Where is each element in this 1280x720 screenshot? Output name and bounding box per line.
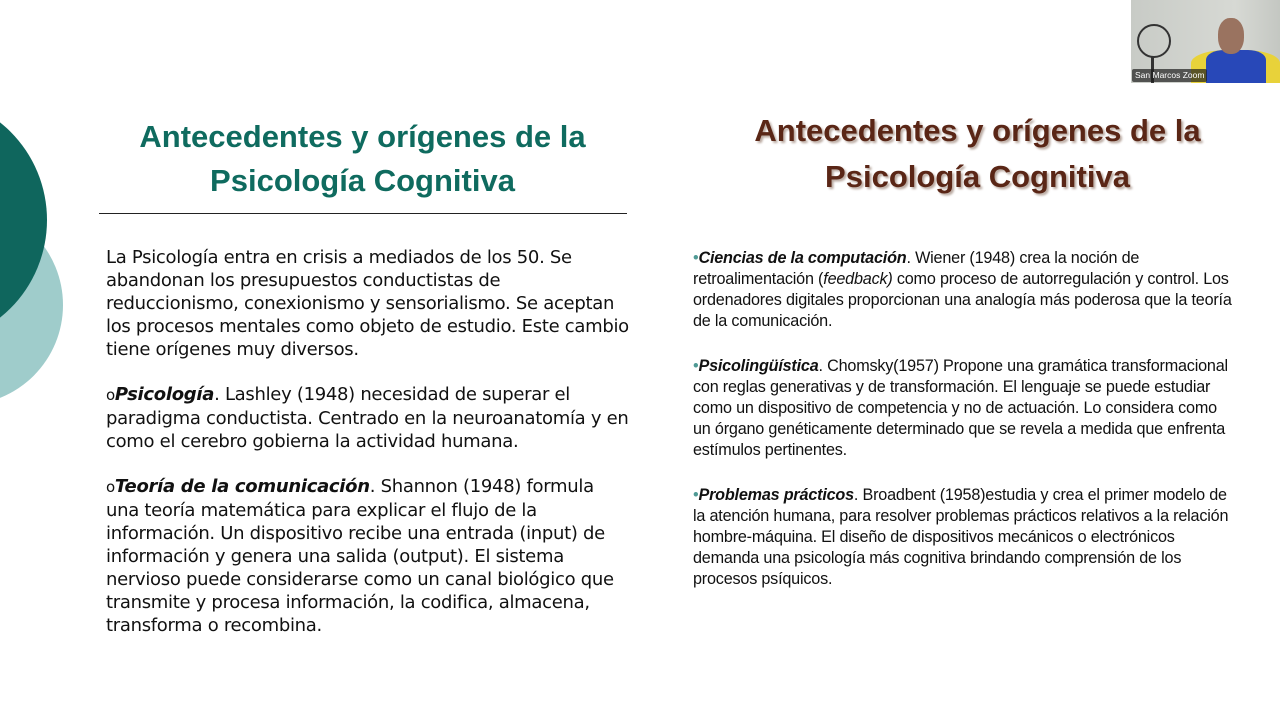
decorative-circles bbox=[0, 90, 64, 410]
item-text: . Chomsky(1957) Propone una gramática transformacional con reglas generativas y de transformación. El lenguaje se puede estudiar como un dispositivo de competencia y no de actuación. Lo considera como un órgano genéticamente determinado que se revela a medida que enfrenta estímulos pertinentes. bbox=[693, 357, 1228, 459]
right-slide-title bbox=[725, 108, 1230, 200]
list-item bbox=[693, 485, 1233, 590]
list-item bbox=[693, 248, 1233, 332]
item-text: . Lashley (1948) necesidad de superar el paradigma conductista. Centrado en la neuroanatomía y en como el cerebro gobierna la actividad humana. bbox=[106, 384, 629, 452]
title-line-2: Psicología Cognitiva bbox=[210, 163, 515, 198]
intro-paragraph: La Psicología entra en crisis a mediados de los 50. Se abandonan los presupuestos conductistas de reduccionismo, conexionismo y sensorialismo. Se aceptan los procesos mentales como objeto de estudio. Este cambio tiene orígenes muy diversos. bbox=[106, 247, 629, 360]
item-term: Ciencias de la computación bbox=[698, 249, 907, 267]
title-divider bbox=[99, 213, 627, 214]
item-term: Psicología bbox=[114, 384, 215, 405]
item-text: como proceso de autorregulación y control. Los ordenadores digitales proporcionan una analogía más poderosa que la teoría de la comunicación. bbox=[693, 270, 1232, 330]
list-item bbox=[693, 356, 1233, 461]
title-line-1: Antecedentes y orígenes de la bbox=[754, 113, 1201, 148]
item-text: . Broadbent (1958)estudia y crea el primer modelo de la atención humana, para resolver problemas prácticos relativos a la relación hombre-máquina. El diseño de dispositivos mecánicos o electrónicos demanda una psicología más cognitiva brindando comprensión de los procesos psíquicos. bbox=[693, 486, 1229, 588]
left-slide-body bbox=[106, 246, 631, 659]
list-item bbox=[106, 475, 631, 637]
item-text: . Shannon (1948) formula una teoría matemática para explicar el flujo de la información. Un dispositivo recibe una entrada (input) de información y genera una salida (output). El sistema nervioso puede considerarse como un canal biológico que transmite y procesa información, la codifica, almacena, transforma o recombina. bbox=[106, 476, 614, 636]
title-line-2: Psicología Cognitiva bbox=[825, 159, 1130, 194]
item-term: Psicolingüística bbox=[698, 357, 819, 375]
person-head-image bbox=[1218, 18, 1244, 54]
item-term: Problemas prácticos bbox=[698, 486, 854, 504]
dot-bullet-icon: • bbox=[693, 249, 699, 267]
right-slide-body bbox=[693, 248, 1233, 614]
fan-image bbox=[1137, 24, 1171, 58]
item-italic: feedback) bbox=[823, 270, 893, 288]
participant-name-label: San Marcos Zoom bbox=[1132, 69, 1207, 82]
dot-bullet-icon: • bbox=[693, 357, 699, 375]
left-slide-title bbox=[100, 115, 625, 203]
list-item bbox=[106, 383, 631, 453]
dot-bullet-icon: • bbox=[693, 486, 699, 504]
item-term: Teoría de la comunicación bbox=[114, 476, 370, 497]
circle-bullet-icon: o bbox=[106, 386, 115, 404]
circle-bullet-icon: o bbox=[106, 478, 115, 496]
participant-video-thumbnail[interactable] bbox=[1131, 0, 1280, 83]
title-line-1: Antecedentes y orígenes de la bbox=[139, 119, 586, 154]
person-vest-image bbox=[1206, 50, 1266, 83]
item-text: . Wiener (1948) crea la noción de retroalimentación ( bbox=[693, 249, 1140, 288]
